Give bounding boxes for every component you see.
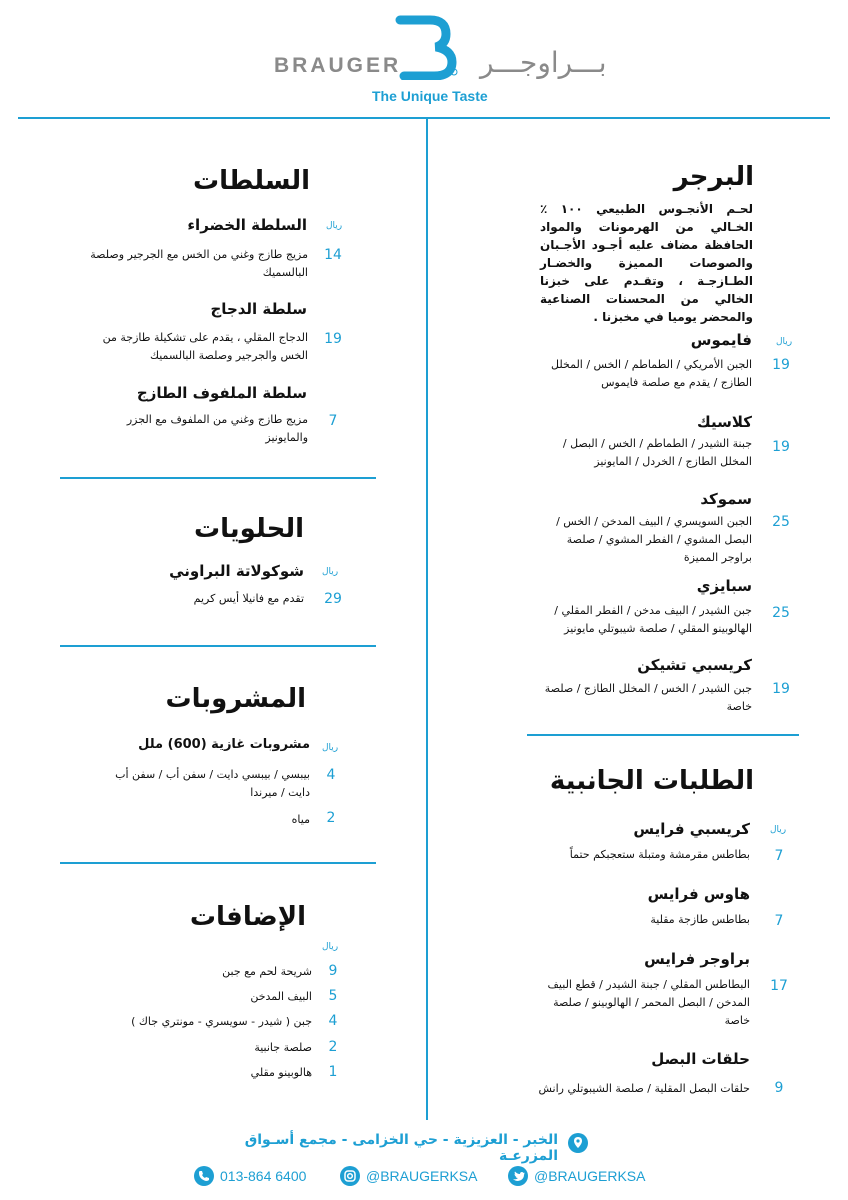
menu-item-name: كريسبي تشيكن <box>637 656 752 674</box>
menu-item-desc: جبن الشيدر / الخس / المخلل الطازج / صلصة خاصة <box>544 682 752 713</box>
extra-item-name: هالوبينو مقلي <box>250 1066 312 1079</box>
menu-item-name: حلقات البصل <box>651 1050 750 1068</box>
section-title-burger: البرجر <box>673 162 754 192</box>
currency-label: ريال <box>776 337 793 347</box>
menu-item-desc: جبنة الشيدر / الطماطم / الخس / البصل / المخلل الطازج / الخردل / المايونيز <box>562 437 752 468</box>
menu-item-desc: بطاطس مقرمشة ومتبلة ستعجبكم حتماً <box>569 848 750 861</box>
section-title-drinks: المشروبات <box>165 684 306 714</box>
menu-item-desc: مزيج طازج وغني من الملفوف مع الجزر والمايونيز <box>126 413 308 444</box>
menu-item-name: كلاسيك <box>697 413 752 431</box>
menu-item-name: شوكولاتة البراوني <box>169 562 304 580</box>
menu-item-price: 9 <box>774 1080 784 1096</box>
menu-item-price: 7 <box>774 848 784 864</box>
extra-item-name: صلصة جانبية <box>254 1041 312 1054</box>
menu-item-desc: البطاطس المقلي / جبنة الشيدر / قطع البيف المدخن / البصل المحمر / الهالوبينو / صلصة خاصة <box>547 978 750 1027</box>
menu-item-name: سموكد <box>700 490 752 508</box>
salads-divider <box>60 477 376 479</box>
header-divider <box>18 117 830 119</box>
extra-item-name: شريحة لحم مع جبن <box>222 965 312 978</box>
footer-phone[interactable]: 013-864 6400 <box>220 1168 307 1184</box>
menu-item-name: مشروبات غازية (600) ملل <box>138 737 310 752</box>
menu-item-price: 4 <box>326 767 336 783</box>
burger-divider <box>527 734 799 736</box>
menu-item-price: 19 <box>772 439 790 455</box>
menu-item-price: 17 <box>770 978 788 994</box>
menu-item-desc: بيبسي / بيبسي دايت / سفن أب / سفن أب دايت / ميرندا <box>115 768 310 799</box>
brand-logo <box>394 14 460 84</box>
extra-item-name: جبن ( شيدر - سويسري - مونتري جاك ) <box>131 1015 312 1028</box>
menu-item-price: 25 <box>772 605 790 621</box>
currency-label: ريال <box>770 825 787 835</box>
phone-icon <box>194 1166 214 1186</box>
menu-item-price: 29 <box>324 591 342 607</box>
currency-label: ريال <box>322 942 339 952</box>
menu-item-name: كريسبي فرايس <box>633 820 750 838</box>
burger-intro: لحـم الأنجـوس الطبيعي ١٠٠ ٪ الخـالي من الهرمونات والمواد الحافظة مضاف عليه أجـود الأجـبان والصوصات المميزة والخضـار الطـازجـة ، وتقـدم على خبزنا الخالي من المحسنات الصناعية والمحضر يوميا في مخبزنا . <box>540 202 753 324</box>
menu-item-desc: مياه <box>291 813 310 826</box>
section-title-salads: السلطات <box>193 166 310 196</box>
menu-item-desc: الدجاج المقلي ، يقدم على تشكيلة طازجة من الخس والجرجير وصلصة البالسميك <box>102 331 308 362</box>
menu-item-price: 14 <box>324 247 342 263</box>
instagram-icon <box>340 1166 360 1186</box>
section-title-extras: الإضافات <box>189 902 306 932</box>
menu-item-price: 19 <box>324 331 342 347</box>
menu-item-desc: جبن الشيدر / البيف مدخن / الفطر المقلي / الهالوبينو المقلي / صلصة شيبوتلي مايونيز <box>554 604 752 635</box>
twitter-icon <box>508 1166 528 1186</box>
menu-item-desc: الجبن السويسري / البيف المدخن / الخس / البصل المشوي / الفطر المشوي / صلصة براوجر المميزة <box>556 515 752 564</box>
desserts-divider <box>60 645 376 647</box>
currency-label: ريال <box>326 221 343 231</box>
drinks-divider <box>60 862 376 864</box>
footer-twitter[interactable]: @BRAUGERKSA <box>534 1168 646 1184</box>
section-title-desserts: الحلويات <box>194 514 304 544</box>
menu-item-desc: بطاطس طازجة مقلية <box>650 913 750 926</box>
menu-item-price: 19 <box>772 681 790 697</box>
brand-name-en: BRAUGER <box>274 54 402 77</box>
menu-item-desc: تقدم مع فانيلا أيس كريم <box>193 592 304 605</box>
extra-item-price: 2 <box>328 1039 338 1055</box>
menu-item-price: 2 <box>326 810 336 826</box>
brand-name-ar: بـــراوجـــر <box>480 46 607 79</box>
menu-item-name: سلطة الملفوف الطازج <box>136 384 307 402</box>
footer-location: الخبر - العزيزية - حي الخزامى - مجمع أسـواق المزرعـة <box>244 1132 558 1164</box>
menu-item-price: 19 <box>772 357 790 373</box>
currency-label: ريال <box>322 567 339 577</box>
menu-item-desc: مزيج طازج وغني من الخس مع الجرجير وصلصة البالسميك <box>90 248 308 279</box>
column-divider <box>426 117 428 1120</box>
tagline: The Unique Taste <box>372 88 488 104</box>
menu-item-name: سلطة الدجاج <box>210 300 307 318</box>
extra-item-price: 4 <box>328 1013 338 1029</box>
menu-item-price: 7 <box>328 413 338 429</box>
menu-item-desc: حلقات البصل المقلية / صلصة الشيبوتلي رانش <box>538 1082 750 1095</box>
extra-item-name: البيف المدخن <box>250 990 312 1003</box>
menu-item-desc: الجبن الأمريكي / الطماطم / الخس / المخلل الطازج / يقدم مع صلصة فايموس <box>551 358 752 389</box>
extra-item-price: 9 <box>328 963 338 979</box>
section-title-sides: الطلبات الجانبية <box>549 766 754 796</box>
location-pin-icon <box>568 1133 588 1153</box>
menu-item-name: فايموس <box>690 331 752 349</box>
extra-item-price: 1 <box>328 1064 338 1080</box>
menu-item-price: 25 <box>772 514 790 530</box>
menu-item-price: 7 <box>774 913 784 929</box>
menu-item-name: هاوس فرايس <box>647 885 750 903</box>
menu-item-name: سبايزي <box>696 577 752 595</box>
footer-instagram[interactable]: @BRAUGERKSA <box>366 1168 478 1184</box>
menu-item-name: السلطة الخضراء <box>187 216 307 234</box>
currency-label: ريال <box>322 743 339 753</box>
extra-item-price: 5 <box>328 988 338 1004</box>
menu-item-name: براوجر فرايس <box>644 950 750 968</box>
